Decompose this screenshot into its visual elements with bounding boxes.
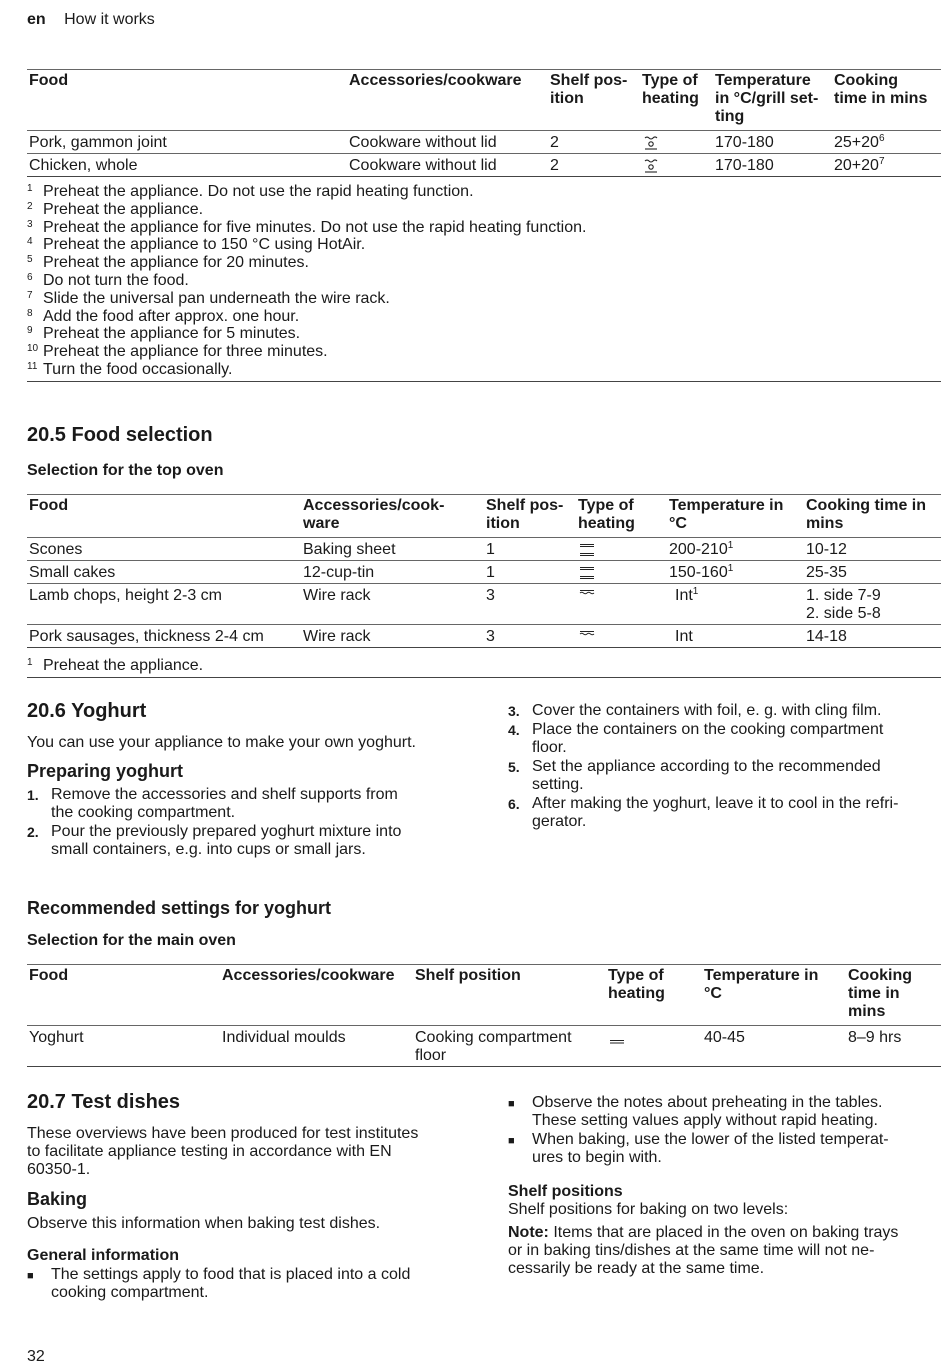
table-header-row bbox=[27, 70, 941, 131]
cell-food: Yoghurt bbox=[29, 1029, 84, 1046]
grill-setting-int: Int bbox=[675, 587, 693, 604]
footnote: 2 Preheat the appliance. bbox=[27, 200, 204, 218]
cell-shelf-2: floor bbox=[415, 1047, 447, 1064]
fan-grill-icon bbox=[642, 136, 660, 150]
cell-food: Small cakes bbox=[29, 564, 116, 581]
footnote: 9 Preheat the appliance for 5 minutes. bbox=[27, 325, 301, 343]
shelf-positions-text: Shelf positions for baking on two levels: bbox=[508, 1201, 789, 1218]
table-header-row bbox=[27, 965, 941, 1026]
cell-temperature: 170-180 bbox=[715, 157, 774, 174]
list-item: ■ The settings apply to food that is placed into a cold cooking compartment. bbox=[27, 1266, 411, 1301]
list-item: ■ Observe the notes about preheating in the tables. These setting values apply without rapid heating. bbox=[508, 1094, 883, 1129]
table-header-row bbox=[27, 495, 941, 538]
cell-temperature: 40-45 bbox=[704, 1029, 745, 1046]
footnote-ref: 6 bbox=[878, 133, 885, 144]
yoghurt-steps-left bbox=[27, 786, 457, 859]
fan-grill-icon bbox=[642, 159, 660, 173]
step-item: 2. Pour the previously prepared yoghurt mixture into small containers, e.g. into cups or small jars. bbox=[27, 823, 402, 858]
table-row bbox=[27, 538, 941, 561]
col-time: Cooking time in mins bbox=[848, 967, 912, 1020]
cell-shelf: 1 bbox=[486, 541, 495, 558]
yoghurt-steps-right bbox=[508, 702, 941, 831]
col-temperature: Temperature in °C bbox=[669, 497, 784, 532]
cell-shelf: 2 bbox=[550, 134, 559, 151]
footnote: 11 Turn the food occasionally. bbox=[27, 360, 233, 378]
general-info-list bbox=[27, 1266, 467, 1302]
col-time: Cooking time in mins bbox=[806, 497, 926, 532]
cell-shelf: 3 bbox=[486, 628, 495, 645]
bullet-icon: ■ bbox=[27, 1270, 34, 1282]
footnotes-divider bbox=[27, 381, 941, 382]
preparing-yoghurt-title: Preparing yoghurt bbox=[27, 761, 184, 781]
col-shelf: Shelf pos- ition bbox=[486, 497, 564, 532]
language-code: en bbox=[27, 11, 46, 28]
section-name: How it works bbox=[64, 11, 155, 28]
col-food: Food bbox=[29, 497, 69, 514]
subtitle-main-oven: Selection for the main oven bbox=[27, 932, 236, 949]
page-number: 32 bbox=[27, 1348, 45, 1365]
step-item: 6. After making the yoghurt, leave it to cool in the refri- gerator. bbox=[508, 795, 899, 830]
table-row bbox=[27, 561, 941, 584]
cell-food: Pork, gammon joint bbox=[29, 134, 167, 151]
col-heating: Type of heating bbox=[608, 967, 665, 1002]
cell-time: 8–9 hrs bbox=[848, 1029, 902, 1046]
list-item: ■ When baking, use the lower of the listed temperat- ures to begin with. bbox=[508, 1131, 889, 1166]
section-title-yoghurt: 20.6 Yoghurt bbox=[27, 700, 147, 722]
footnote-ref: 1 bbox=[727, 563, 734, 574]
footnote: 4 Preheat the appliance to 150 °C using HotAir. bbox=[27, 236, 366, 254]
cell-time: 10-12 bbox=[806, 541, 847, 558]
table-row bbox=[27, 584, 941, 625]
footnote: 1 Preheat the appliance. Do not use the rapid heating function. bbox=[27, 183, 474, 200]
top-bottom-heat-icon bbox=[578, 543, 596, 557]
cell-temperature: 170-180 bbox=[715, 134, 774, 151]
footnotes-divider bbox=[27, 677, 941, 678]
test-dishes-intro: These overviews have been produced for test institutes to facilitate appliance testing in accordance with EN 60350-1. bbox=[27, 1125, 419, 1178]
grill-icon bbox=[578, 630, 596, 644]
baking-text: Observe this information when baking test dishes. bbox=[27, 1215, 381, 1232]
footnotes-list bbox=[27, 183, 941, 379]
note-paragraph: Note: Items that are placed in the oven on baking trays or in baking tins/dishes at the same time will not ne- cessarily be ready at the same time. bbox=[508, 1224, 899, 1277]
cell-food: Chicken, whole bbox=[29, 157, 138, 174]
cell-shelf: 2 bbox=[550, 157, 559, 174]
page-header bbox=[27, 11, 155, 29]
cell-accessories: 12-cup-tin bbox=[303, 564, 375, 581]
col-food: Food bbox=[29, 967, 69, 984]
cell-time: 25+20 bbox=[834, 134, 879, 151]
cell-time: 20+20 bbox=[834, 157, 879, 174]
footnote-ref: 1 bbox=[727, 540, 734, 551]
cell-shelf: 3 bbox=[486, 587, 495, 604]
table-row bbox=[27, 154, 941, 177]
table-row bbox=[27, 131, 941, 154]
step-item: 3. Cover the containers with foil, e. g. with cling film. bbox=[508, 702, 882, 719]
general-info-title: General information bbox=[27, 1247, 180, 1264]
yoghurt-settings-table bbox=[27, 964, 941, 1067]
cell-accessories: Wire rack bbox=[303, 587, 371, 604]
footnote: 8 Add the food after approx. one hour. bbox=[27, 307, 300, 325]
food-selection-table bbox=[27, 494, 941, 648]
col-heating: Type of heating bbox=[578, 497, 635, 532]
table-row bbox=[27, 1026, 941, 1067]
cell-temperature: 150-160 bbox=[669, 564, 728, 581]
subtitle-top-oven: Selection for the top oven bbox=[27, 462, 224, 479]
cell-accessories: Individual moulds bbox=[222, 1029, 346, 1046]
footnote: 3 Preheat the appliance for five minutes. Do not use the rapid heating function. bbox=[27, 218, 587, 236]
cell-time-2: 2. side 5-8 bbox=[806, 605, 881, 622]
col-time: Cooking time in mins bbox=[834, 72, 928, 107]
cell-accessories: Cookware without lid bbox=[349, 134, 497, 151]
footnote-ref: 1 bbox=[692, 586, 699, 597]
footnote: 5 Preheat the appliance for 20 minutes. bbox=[27, 254, 309, 272]
cell-accessories: Cookware without lid bbox=[349, 157, 497, 174]
bullet-icon: ■ bbox=[508, 1098, 515, 1110]
section-title-test-dishes: 20.7 Test dishes bbox=[27, 1091, 181, 1113]
col-accessories: Accessories/cookware bbox=[349, 72, 522, 89]
col-accessories: Accessories/cook- ware bbox=[303, 497, 445, 532]
cell-food: Pork sausages, thickness 2-4 cm bbox=[29, 628, 264, 645]
note-label: Note: bbox=[508, 1224, 549, 1241]
step-item: 5. Set the appliance according to the recommended setting. bbox=[508, 758, 881, 793]
footnote: 6 Do not turn the food. bbox=[27, 271, 189, 289]
section-title-food-selection: 20.5 Food selection bbox=[27, 424, 213, 446]
cooking-table-1 bbox=[27, 69, 941, 177]
recommended-settings-title: Recommended settings for yoghurt bbox=[27, 898, 332, 918]
col-temperature: Temperature in °C bbox=[704, 967, 819, 1002]
table-row bbox=[27, 625, 941, 648]
cell-time: 14-18 bbox=[806, 628, 847, 645]
cell-accessories: Wire rack bbox=[303, 628, 371, 645]
cell-accessories: Baking sheet bbox=[303, 541, 396, 558]
grill-icon bbox=[578, 589, 596, 603]
bottom-heat-icon bbox=[608, 1031, 626, 1045]
step-item: 1. Remove the accessories and shelf supports from the cooking compartment. bbox=[27, 786, 398, 821]
col-heating: Type of heating bbox=[642, 72, 699, 107]
footnotes-list bbox=[27, 657, 941, 675]
cell-temperature: 200-210 bbox=[669, 541, 728, 558]
col-food: Food bbox=[29, 72, 69, 89]
top-bottom-heat-icon bbox=[578, 566, 596, 580]
col-shelf: Shelf pos- ition bbox=[550, 72, 628, 107]
footnote: 7 Slide the universal pan underneath the wire rack. bbox=[27, 289, 390, 307]
cell-time: 25-35 bbox=[806, 564, 847, 581]
step-item: 4. Place the containers on the cooking compartment floor. bbox=[508, 721, 884, 756]
cell-shelf: Cooking compartment bbox=[415, 1029, 572, 1046]
cell-shelf: 1 bbox=[486, 564, 495, 581]
baking-title: Baking bbox=[27, 1189, 88, 1209]
cell-time: 1. side 7-9 bbox=[806, 587, 881, 604]
col-shelf: Shelf position bbox=[415, 967, 521, 984]
bullet-icon: ■ bbox=[508, 1135, 515, 1147]
footnote: 10 Preheat the appliance for three minutes. bbox=[27, 343, 328, 361]
preheating-notes-list bbox=[508, 1094, 941, 1167]
footnote: 1 Preheat the appliance. bbox=[27, 657, 204, 674]
yoghurt-intro: You can use your appliance to make your own yoghurt. bbox=[27, 734, 416, 751]
col-accessories: Accessories/cookware bbox=[222, 967, 395, 984]
col-temperature: Temperature in °C/grill set- ting bbox=[715, 72, 819, 125]
cell-food: Scones bbox=[29, 541, 83, 558]
grill-setting-int: Int bbox=[675, 628, 693, 645]
footnote-ref: 7 bbox=[878, 156, 885, 167]
cell-food: Lamb chops, height 2-3 cm bbox=[29, 587, 222, 604]
shelf-positions-title: Shelf positions bbox=[508, 1183, 623, 1200]
